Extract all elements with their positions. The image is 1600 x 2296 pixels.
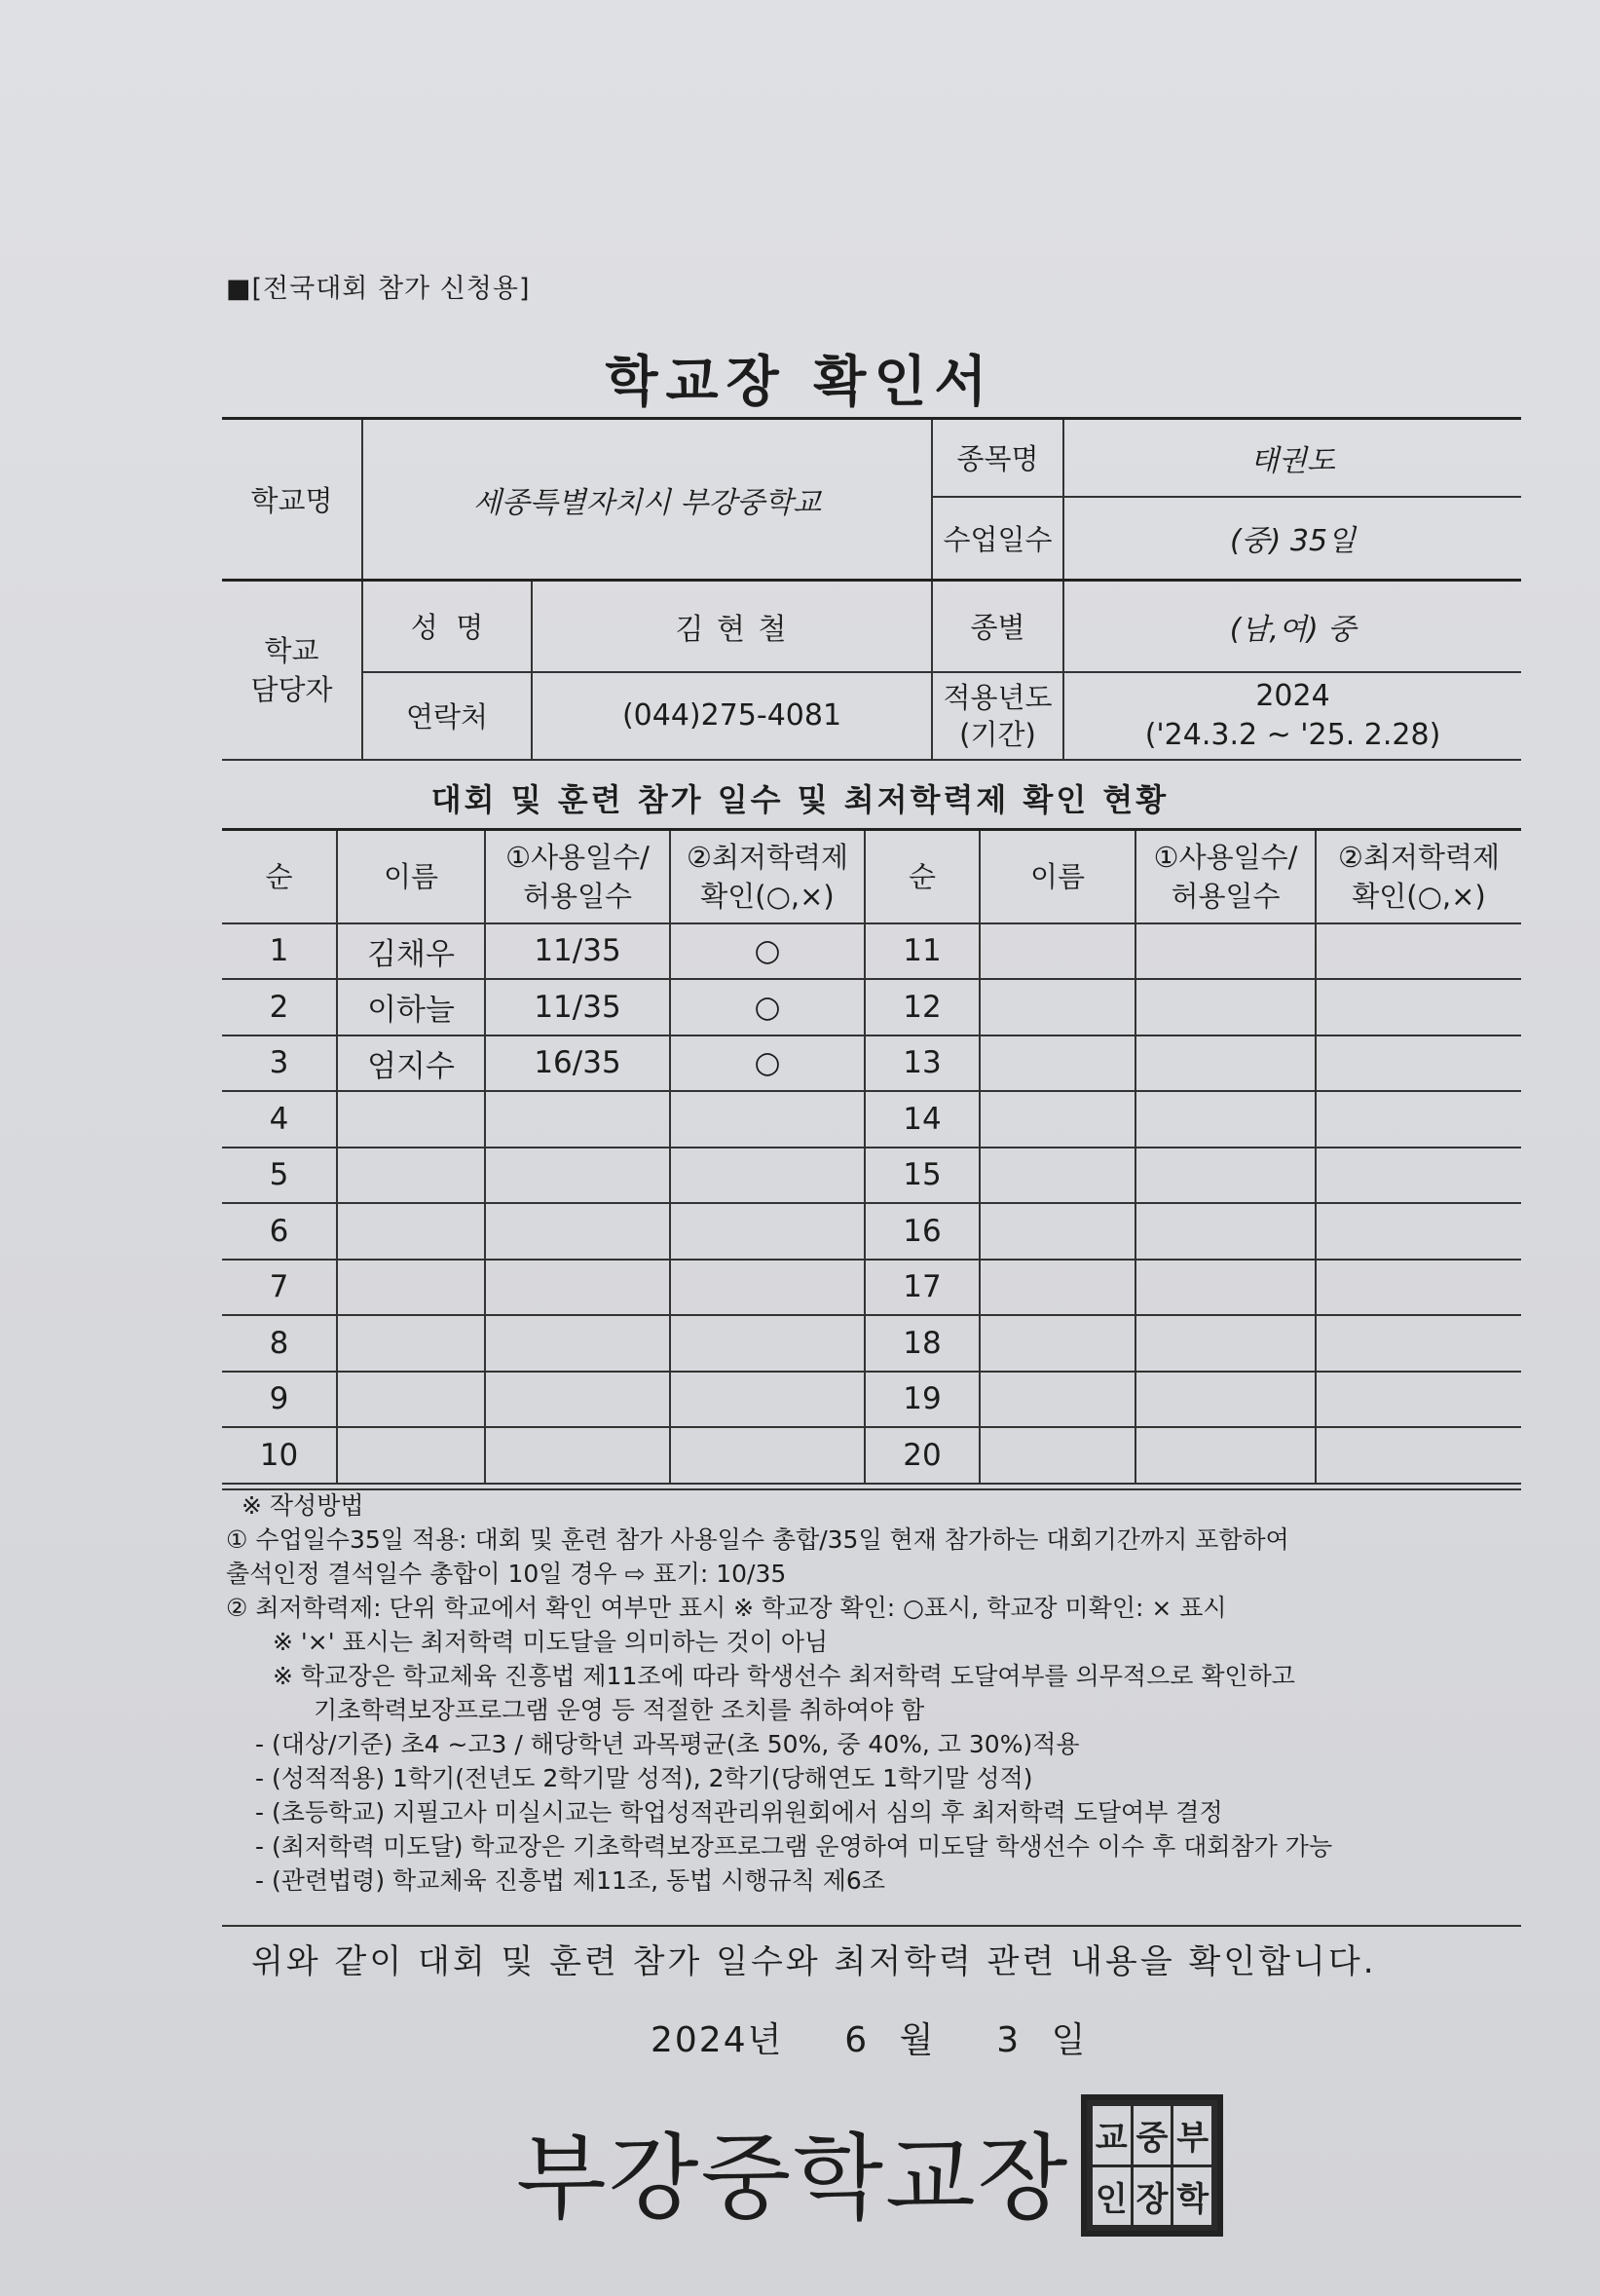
applicable-year-cell: [1063, 672, 1521, 760]
row-used-days: [485, 1427, 670, 1484]
division-label: 종별: [932, 581, 1063, 672]
row-minimum-academic-check: [670, 1427, 865, 1484]
col-header-check-left: ②최저학력제 확인(○,×): [670, 830, 865, 923]
col-header-check-right: ②최저학력제 확인(○,×): [1316, 830, 1521, 923]
table-row: [222, 1372, 1521, 1428]
row-minimum-academic-check: [1316, 1260, 1521, 1316]
col-header-no-left: 순: [222, 830, 337, 923]
table-row: [222, 1035, 1521, 1092]
row-minimum-academic-check: [670, 1203, 865, 1260]
row-name: [980, 1035, 1135, 1092]
row-no: 4: [222, 1091, 337, 1148]
row-minimum-academic-check: [670, 1091, 865, 1148]
row-no: 14: [865, 1091, 980, 1148]
row-no: 1: [222, 923, 337, 980]
row-name: [337, 1260, 485, 1316]
row-used-days: 11/35: [485, 923, 670, 980]
class-days-value: (중) 35일: [1063, 497, 1521, 581]
row-name: [980, 1260, 1135, 1316]
row-minimum-academic-check: [1316, 1315, 1521, 1372]
row-name: [337, 1148, 485, 1204]
document-category-label: ■[전국대회 참가 신청용]: [226, 274, 531, 304]
row-name: [980, 923, 1135, 980]
row-name: [337, 1203, 485, 1260]
table-row: [222, 1091, 1521, 1148]
row-no: 2: [222, 979, 337, 1035]
official-seal: [1081, 2094, 1223, 2237]
row-name: [337, 1427, 485, 1484]
row-name: [980, 1427, 1135, 1484]
row-minimum-academic-check: ○: [670, 923, 865, 980]
row-used-days: [1135, 923, 1316, 980]
note-4a: ※ 학교장은 학교체육 진흥법 제11조에 따라 학생선수 최저학력 도달여부를 의무적으로 확인하고: [273, 1662, 1295, 1690]
row-no: 12: [865, 979, 980, 1035]
row-used-days: [485, 1260, 670, 1316]
row-used-days: 16/35: [485, 1035, 670, 1092]
row-name: 김채우: [337, 923, 485, 980]
note-1a: ① 수업일수35일 적용: 대회 및 훈련 참가 사용일수 총합/35일 현재 참가하는 대회기간까지 포함하여: [226, 1525, 1289, 1554]
col-header-name-left: 이름: [337, 830, 485, 923]
note-4b: 기초학력보장프로그램 운영 등 적절한 조치를 취하여야 함: [314, 1696, 925, 1724]
row-used-days: [485, 1315, 670, 1372]
row-name: [980, 1372, 1135, 1428]
row-no: 3: [222, 1035, 337, 1092]
confirmation-statement: 위와 같이 대회 및 훈련 참가 일수와 최저학력 관련 내용을 확인합니다.: [251, 1942, 1377, 1981]
row-minimum-academic-check: [1316, 1203, 1521, 1260]
event-label: 종목명: [932, 419, 1063, 497]
row-used-days: [1135, 1091, 1316, 1148]
note-detail-1: - (대상/기준) 초4 ~고3 / 해당학년 과목평균(초 50%, 중 40%, 고 30%)적용: [255, 1730, 1080, 1758]
note-2: ② 최저학력제: 단위 학교에서 확인 여부만 표시 ※ 학교장 확인: ○표시, 학교장 미확인: × 표시: [226, 1594, 1227, 1622]
table-row: [222, 923, 1521, 980]
seal-glyph-3: 부: [1173, 2106, 1211, 2164]
row-no: 5: [222, 1148, 337, 1204]
manager-label: 학교 담당자: [222, 581, 362, 760]
table-row: [222, 1427, 1521, 1484]
table-row: [222, 1203, 1521, 1260]
applicable-year-value: 2024: [1255, 678, 1330, 713]
row-name: [980, 1091, 1135, 1148]
row-no: 10: [222, 1427, 337, 1484]
row-minimum-academic-check: [1316, 979, 1521, 1035]
row-no: 13: [865, 1035, 980, 1092]
row-no: 7: [222, 1260, 337, 1316]
row-minimum-academic-check: [670, 1372, 865, 1428]
principal-signature: 부강중학교장: [516, 2124, 1070, 2233]
note-detail-3: - (초등학교) 지필고사 미실시교는 학업성적관리위원회에서 심의 후 최저학력 도달여부 결정: [255, 1798, 1223, 1826]
row-minimum-academic-check: ○: [670, 979, 865, 1035]
row-no: 6: [222, 1203, 337, 1260]
school-name-value: 세종특별자치시 부강중학교: [362, 419, 932, 581]
row-minimum-academic-check: [1316, 1091, 1521, 1148]
col-header-days-left: ①사용일수/ 허용일수: [485, 830, 670, 923]
row-minimum-academic-check: [1316, 1148, 1521, 1204]
applicable-period-value: ('24.3.2 ~ '25. 2.28): [1144, 717, 1441, 752]
row-minimum-academic-check: ○: [670, 1035, 865, 1092]
row-name: [337, 1091, 485, 1148]
row-no: 16: [865, 1203, 980, 1260]
row-minimum-academic-check: [1316, 1372, 1521, 1428]
col-header-name-right: 이름: [980, 830, 1135, 923]
notes-bottom-rule: [222, 1925, 1521, 1927]
manager-name-value: 김 현 철: [532, 581, 932, 672]
col-header-no-right: 순: [865, 830, 980, 923]
row-used-days: [1135, 1427, 1316, 1484]
seal-glyph-2: 중: [1134, 2106, 1172, 2164]
participation-table-body: [222, 923, 1521, 1484]
row-minimum-academic-check: [1316, 923, 1521, 980]
row-name: [337, 1315, 485, 1372]
row-name: [980, 979, 1135, 1035]
manager-name-label: 성 명: [362, 581, 532, 672]
col-header-days-right: ①사용일수/ 허용일수: [1135, 830, 1316, 923]
issue-date: 2024년 6 월 3 일: [651, 2020, 1088, 2060]
row-name: [980, 1203, 1135, 1260]
row-used-days: [1135, 1260, 1316, 1316]
row-name: [980, 1315, 1135, 1372]
row-name: [980, 1148, 1135, 1204]
school-info-table: [222, 417, 1521, 761]
row-no: 15: [865, 1148, 980, 1204]
participation-table: [222, 828, 1521, 1485]
table-row: [222, 1148, 1521, 1204]
row-used-days: [485, 1372, 670, 1428]
note-detail-5: - (관련법령) 학교체육 진흥법 제11조, 동법 시행규칙 제6조: [255, 1866, 885, 1895]
row-minimum-academic-check: [1316, 1427, 1521, 1484]
applicable-year-label: 적용년도 (기간): [932, 672, 1063, 760]
row-used-days: [485, 1148, 670, 1204]
document-title: 학교장 확인서: [605, 351, 995, 414]
row-name: [337, 1372, 485, 1428]
table-bottom-rule: [222, 1488, 1521, 1490]
note-detail-4: - (최저학력 미도달) 학교장은 기초학력보장프로그램 운영하여 미도달 학생선수 이수 후 대회참가 가능: [255, 1832, 1333, 1861]
row-no: 11: [865, 923, 980, 980]
row-no: 17: [865, 1260, 980, 1316]
contact-value: (044)275-4081: [532, 672, 932, 760]
seal-glyph-5: 장: [1134, 2167, 1172, 2226]
table-row: [222, 979, 1521, 1035]
row-no: 18: [865, 1315, 980, 1372]
row-used-days: [1135, 1148, 1316, 1204]
row-used-days: [1135, 1035, 1316, 1092]
row-used-days: [1135, 1372, 1316, 1428]
note-3: ※ '×' 표시는 최저학력 미도달을 의미하는 것이 아님: [273, 1628, 829, 1656]
note-1b: 출석인정 결석일수 총합이 10일 경우 ⇨ 표기: 10/35: [226, 1560, 787, 1588]
row-no: 19: [865, 1372, 980, 1428]
row-no: 8: [222, 1315, 337, 1372]
row-minimum-academic-check: [1316, 1035, 1521, 1092]
division-value: (남,여) 중: [1063, 581, 1521, 672]
seal-glyph-1: 교: [1093, 2106, 1131, 2164]
row-used-days: [1135, 979, 1316, 1035]
table-row: [222, 1315, 1521, 1372]
row-minimum-academic-check: [670, 1260, 865, 1316]
row-used-days: [1135, 1203, 1316, 1260]
row-minimum-academic-check: [670, 1315, 865, 1372]
row-used-days: [485, 1091, 670, 1148]
table-row: [222, 1260, 1521, 1316]
school-name-label: 학교명: [222, 419, 362, 581]
row-no: 9: [222, 1372, 337, 1428]
contact-label: 연락처: [362, 672, 532, 760]
seal-glyph-6: 학: [1173, 2167, 1211, 2226]
row-used-days: [1135, 1315, 1316, 1372]
event-value: 태권도: [1063, 419, 1521, 497]
row-name: 엄지수: [337, 1035, 485, 1092]
row-used-days: 11/35: [485, 979, 670, 1035]
row-used-days: [485, 1203, 670, 1260]
writing-instructions: [226, 1488, 1521, 1898]
section-title: 대회 및 훈련 참가 일수 및 최저학력제 확인 현황: [430, 781, 1170, 818]
class-days-label: 수업일수: [932, 497, 1063, 581]
notes-title: ※ 작성방법: [242, 1491, 364, 1520]
row-minimum-academic-check: [670, 1148, 865, 1204]
row-name: 이하늘: [337, 979, 485, 1035]
note-detail-2: - (성적적용) 1학기(전년도 2학기말 성적), 2학기(당해연도 1학기말 성적): [255, 1764, 1033, 1792]
row-no: 20: [865, 1427, 980, 1484]
seal-glyph-4: 인: [1093, 2167, 1131, 2226]
